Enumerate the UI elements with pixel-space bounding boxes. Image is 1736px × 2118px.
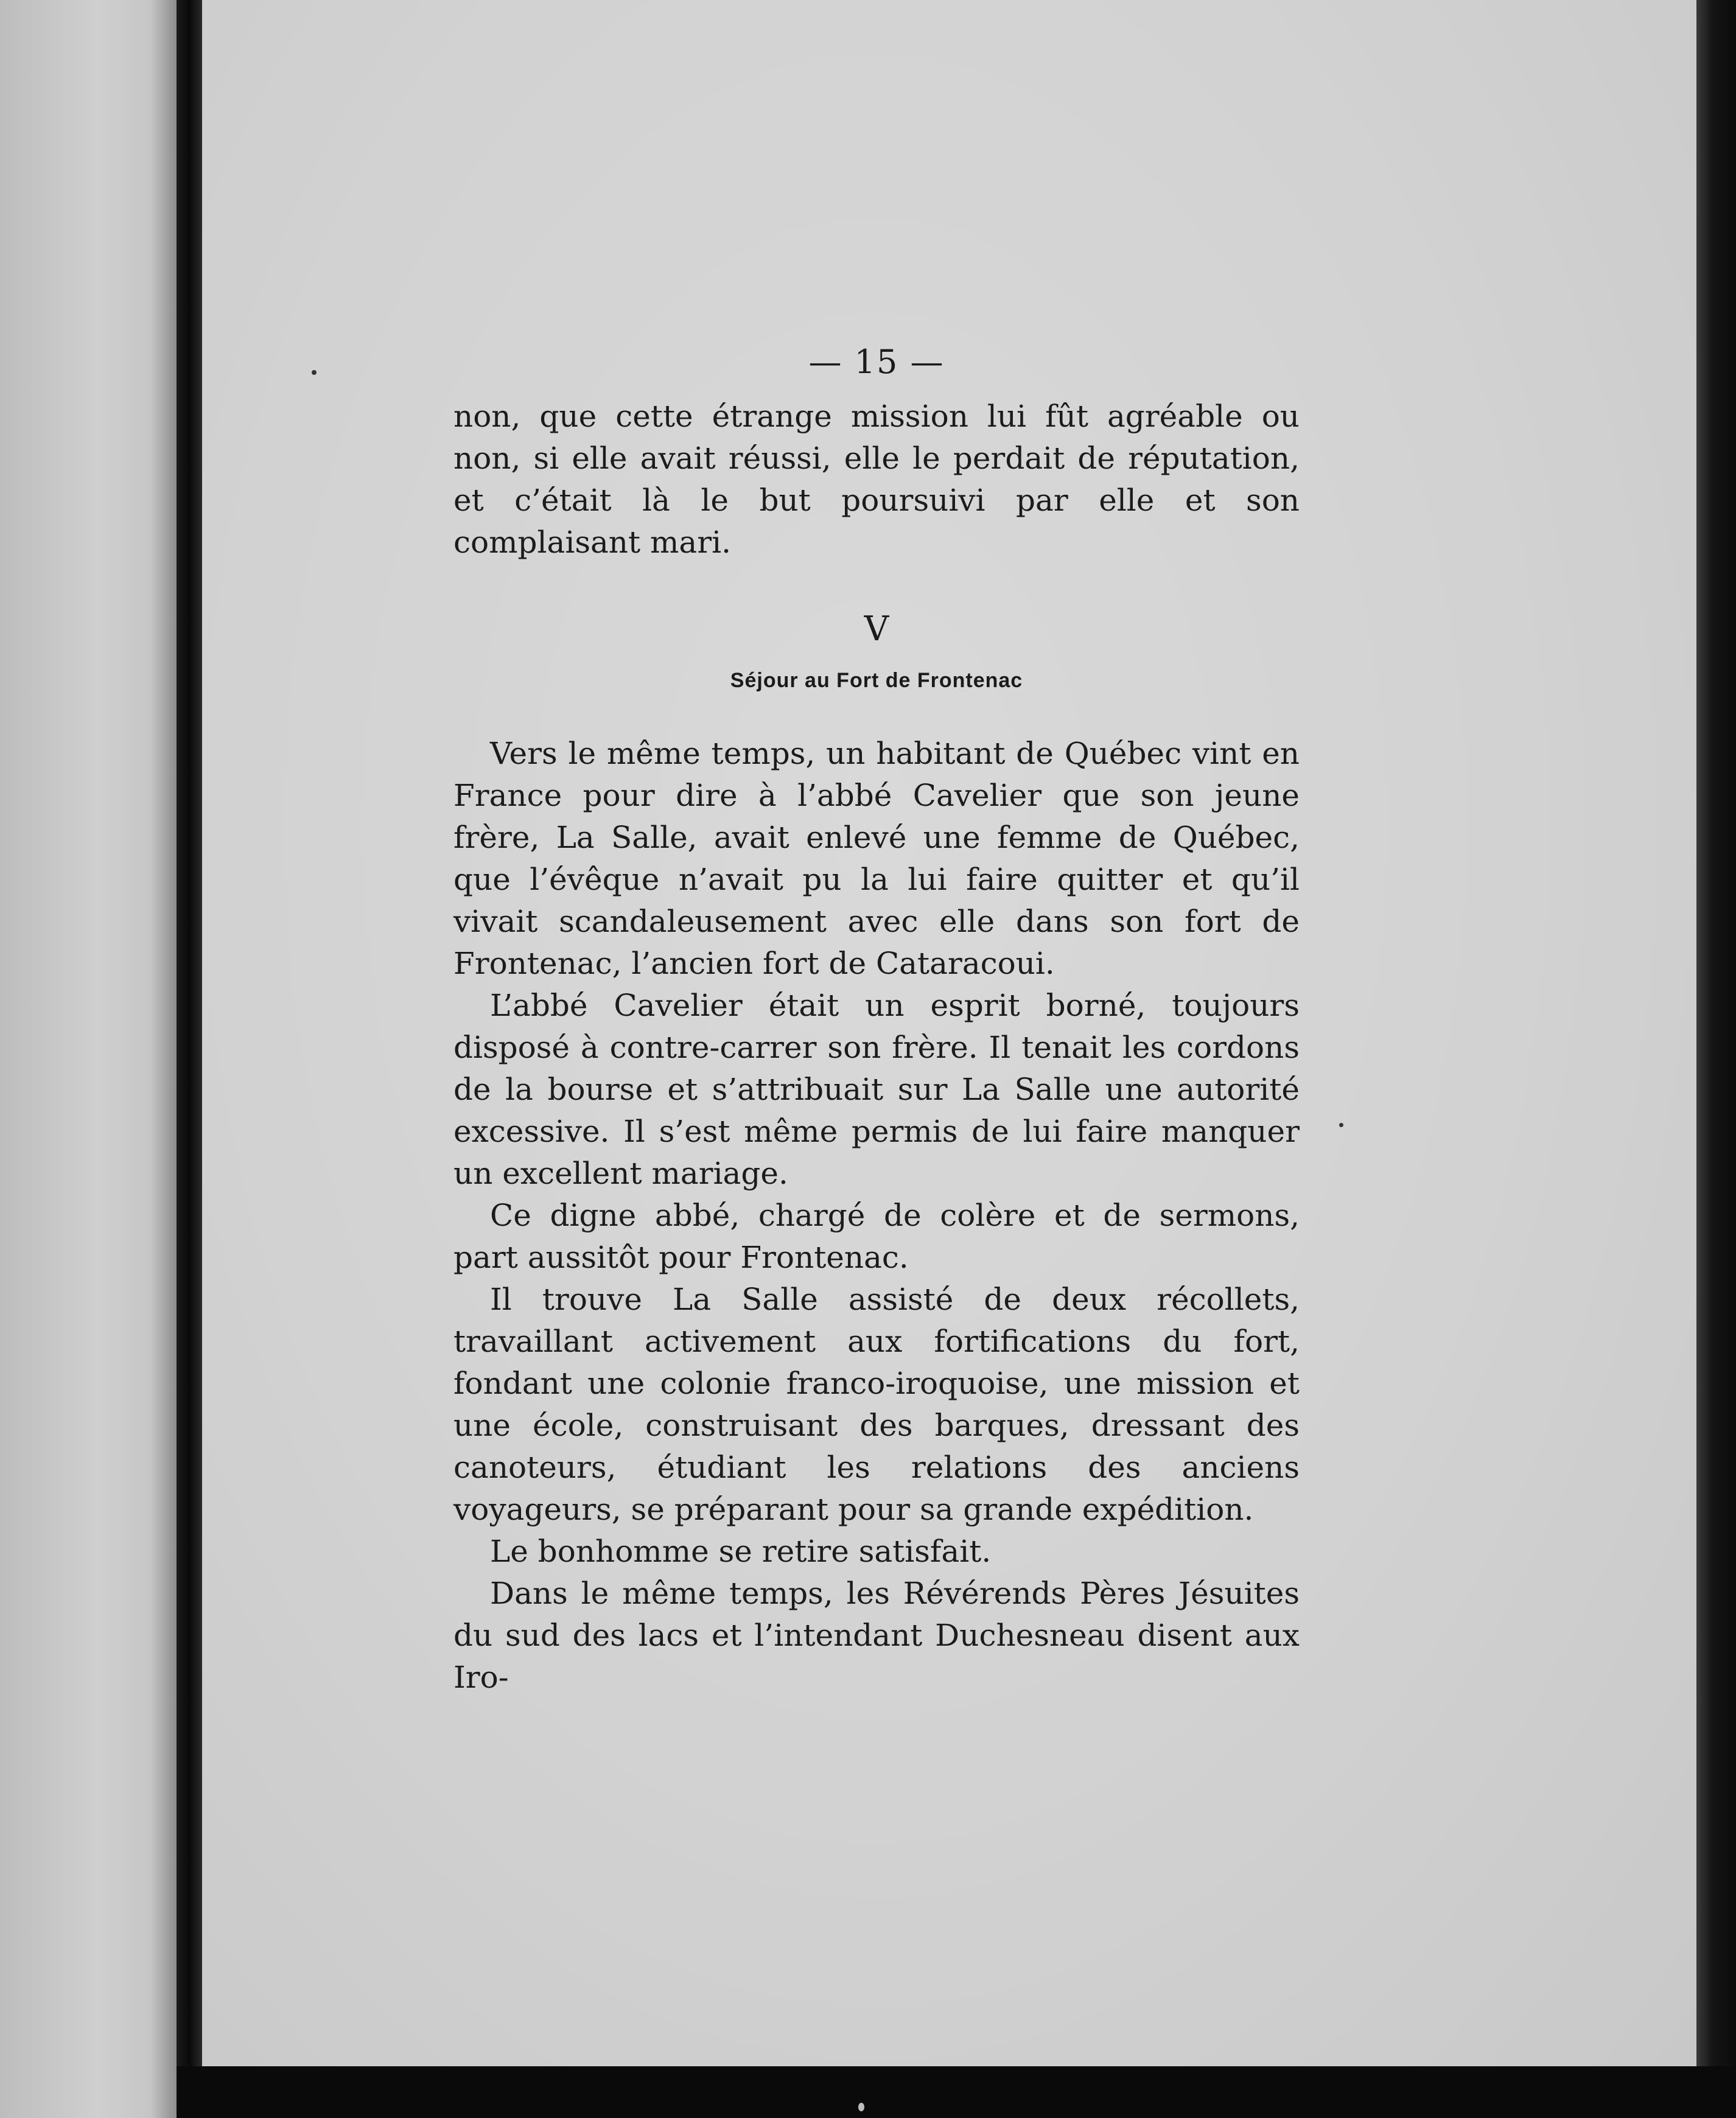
paragraph: Dans le même temps, les Révérends Pères Jésuites du sud des lacs et l’intendant Duchesneau disent aux Iro-	[453, 1576, 1300, 1695]
paragraph: Ce digne abbé, chargé de colère et de sermons, part aussitôt pour Frontenac.	[453, 1198, 1300, 1275]
paper-speck	[858, 2103, 864, 2111]
paper-speck	[312, 370, 317, 375]
paragraph: Vers le même temps, un habitant de Québec vint en France pour dire à l’abbé Cavelier que son jeune frère, La Salle, avait enlevé une femme de Québec, que l’évêque n’avait pu la lui faire quitter et qu’il vivait scandaleusement avec elle dans son fort de Frontenac, l’ancien fort de Cataracoui.	[453, 736, 1300, 981]
paragraph: Il trouve La Salle assisté de deux récollets, travaillant activement aux fortifications du fort, fondant une colonie franco-iroquoise, une mission et une école, construisant des barques, dressant des canoteurs, étudiant les relations des anciens voyageurs, se préparant pour sa grande expédition.	[453, 1282, 1300, 1527]
chapter-number: V	[864, 609, 889, 649]
book-gutter	[177, 0, 202, 2081]
previous-page-edge	[0, 0, 177, 2118]
page-number: — 15 —	[808, 343, 945, 381]
paper-speck	[1339, 1123, 1343, 1127]
chapter-title: Séjour au Fort de Frontenac	[730, 669, 1023, 692]
opening-paragraph: non, que cette étrange mission lui fût agréable ou non, si elle avait réussi, elle le perdait de réputation, et c’était là le but poursuivi par elle et son complaisant mari.	[453, 399, 1300, 560]
page-text-block	[453, 329, 1300, 1699]
paragraph: Le bonhomme se retire satisfait.	[490, 1534, 992, 1569]
page-bottom-edge	[177, 2066, 1736, 2118]
paragraph: L’abbé Cavelier était un esprit borné, toujours disposé à contre-carrer son frère. Il tenait les cordons de la bourse et s’attribuait sur La Salle une autorité excessive. Il s’est même permis de lui faire manquer un excellent mariage.	[453, 988, 1300, 1191]
page-right-edge	[1696, 0, 1736, 2118]
